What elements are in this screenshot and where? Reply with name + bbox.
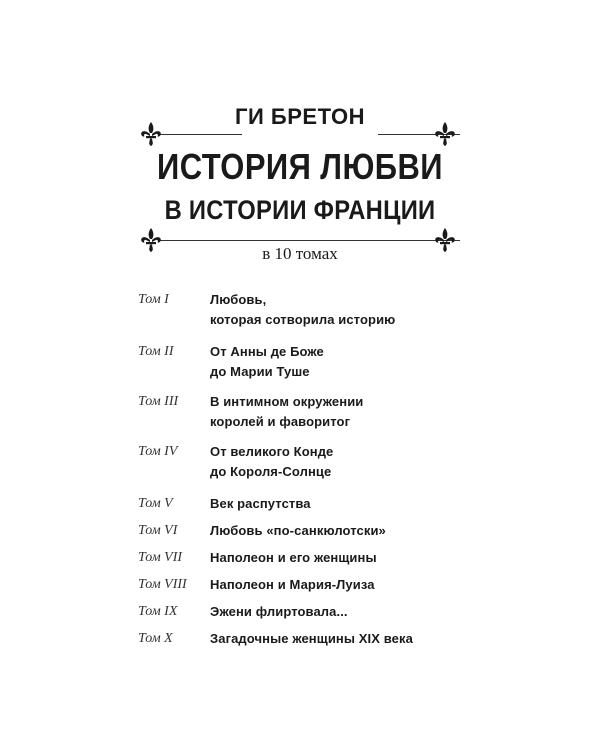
volume-item	[138, 494, 458, 521]
volume-item	[138, 575, 458, 602]
volume-item	[138, 521, 458, 548]
volumes-note: в 10 томах	[262, 244, 338, 263]
volume-number: Том II	[138, 344, 174, 359]
volume-title-line: Наполеон и его женщины	[210, 550, 377, 565]
volume-title	[210, 548, 458, 568]
volume-number: Том IV	[138, 444, 178, 459]
volume-list	[138, 290, 458, 656]
volume-item	[138, 290, 458, 342]
volume-title	[210, 575, 458, 595]
top-left-rule	[158, 134, 242, 135]
volume-title	[210, 290, 458, 330]
volume-title-line: От Анны де Боже	[210, 344, 324, 359]
volume-title-line: до Марии Туше	[210, 364, 310, 379]
volume-title-line: Любовь,	[210, 292, 267, 307]
volume-title-line: Наполеон и Мария-Луиза	[210, 577, 375, 592]
volume-title	[210, 521, 458, 541]
volume-title-line: Любовь «по-санкюлотски»	[210, 523, 386, 538]
bottom-rule	[158, 240, 460, 241]
volume-number: Том VII	[138, 550, 183, 565]
volume-item	[138, 342, 458, 392]
volume-title	[210, 442, 458, 482]
volume-item	[138, 442, 458, 494]
book-title-line-2: В ИСТОРИИ ФРАНЦИИ	[164, 195, 436, 225]
volume-title	[210, 602, 458, 622]
author-name: ГИ БРЕТОН	[235, 104, 365, 129]
volume-number: Том I	[138, 292, 169, 307]
volume-number: Том VIII	[138, 577, 187, 592]
volume-item	[138, 548, 458, 575]
volume-number: Том VI	[138, 523, 178, 538]
volume-title-line: От великого Конде	[210, 444, 334, 459]
book-title-line-1: ИСТОРИЯ ЛЮБВИ	[157, 146, 443, 187]
volume-title-line: В интимном окружении	[210, 394, 364, 409]
volume-title-line: которая сотворила историю	[210, 312, 396, 327]
volume-number: Том III	[138, 394, 179, 409]
volume-title-line: до Короля-Солнце	[210, 464, 332, 479]
volume-title	[210, 392, 458, 432]
volume-item	[138, 392, 458, 442]
volume-title	[210, 494, 458, 514]
volume-number: Том X	[138, 631, 173, 646]
volume-title	[210, 629, 458, 649]
volume-item	[138, 629, 458, 656]
volume-title-line: Век распутства	[210, 496, 311, 511]
volume-title-line: королей и фаворитог	[210, 414, 351, 429]
volume-title	[210, 342, 458, 382]
volume-number: Том V	[138, 496, 173, 511]
volume-title-line: Эжени флиртовала...	[210, 604, 348, 619]
volume-item	[138, 602, 458, 629]
volume-number: Том IX	[138, 604, 178, 619]
volume-title-line: Загадочные женщины XIX века	[210, 631, 413, 646]
